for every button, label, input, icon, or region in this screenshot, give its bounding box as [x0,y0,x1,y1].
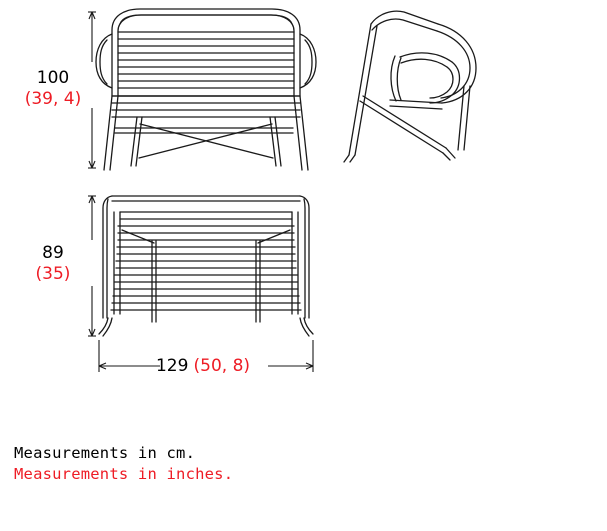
footnote-cm: Measurements in cm. [14,444,196,462]
top-plan-view [99,196,313,336]
footnote-inches: Measurements in inches. [14,465,234,483]
dimension-value-cm: 89 [42,243,64,263]
dimension-label-height-89 [10,243,96,286]
dimension-value-inches: (39, 4) [24,89,82,110]
dimension-value-cm: 129 [155,356,189,376]
dimension-lines [88,12,313,372]
dimension-value-inches: (50, 8) [193,356,251,376]
dimension-label-width-129 [128,356,278,377]
footnotes [14,444,233,483]
dimension-label-height-100 [10,68,96,111]
dimension-value-cm: 100 [36,68,70,88]
dimension-value-inches: (35) [35,264,71,285]
front-elevation-view [96,9,316,170]
side-elevation-view [344,11,476,162]
